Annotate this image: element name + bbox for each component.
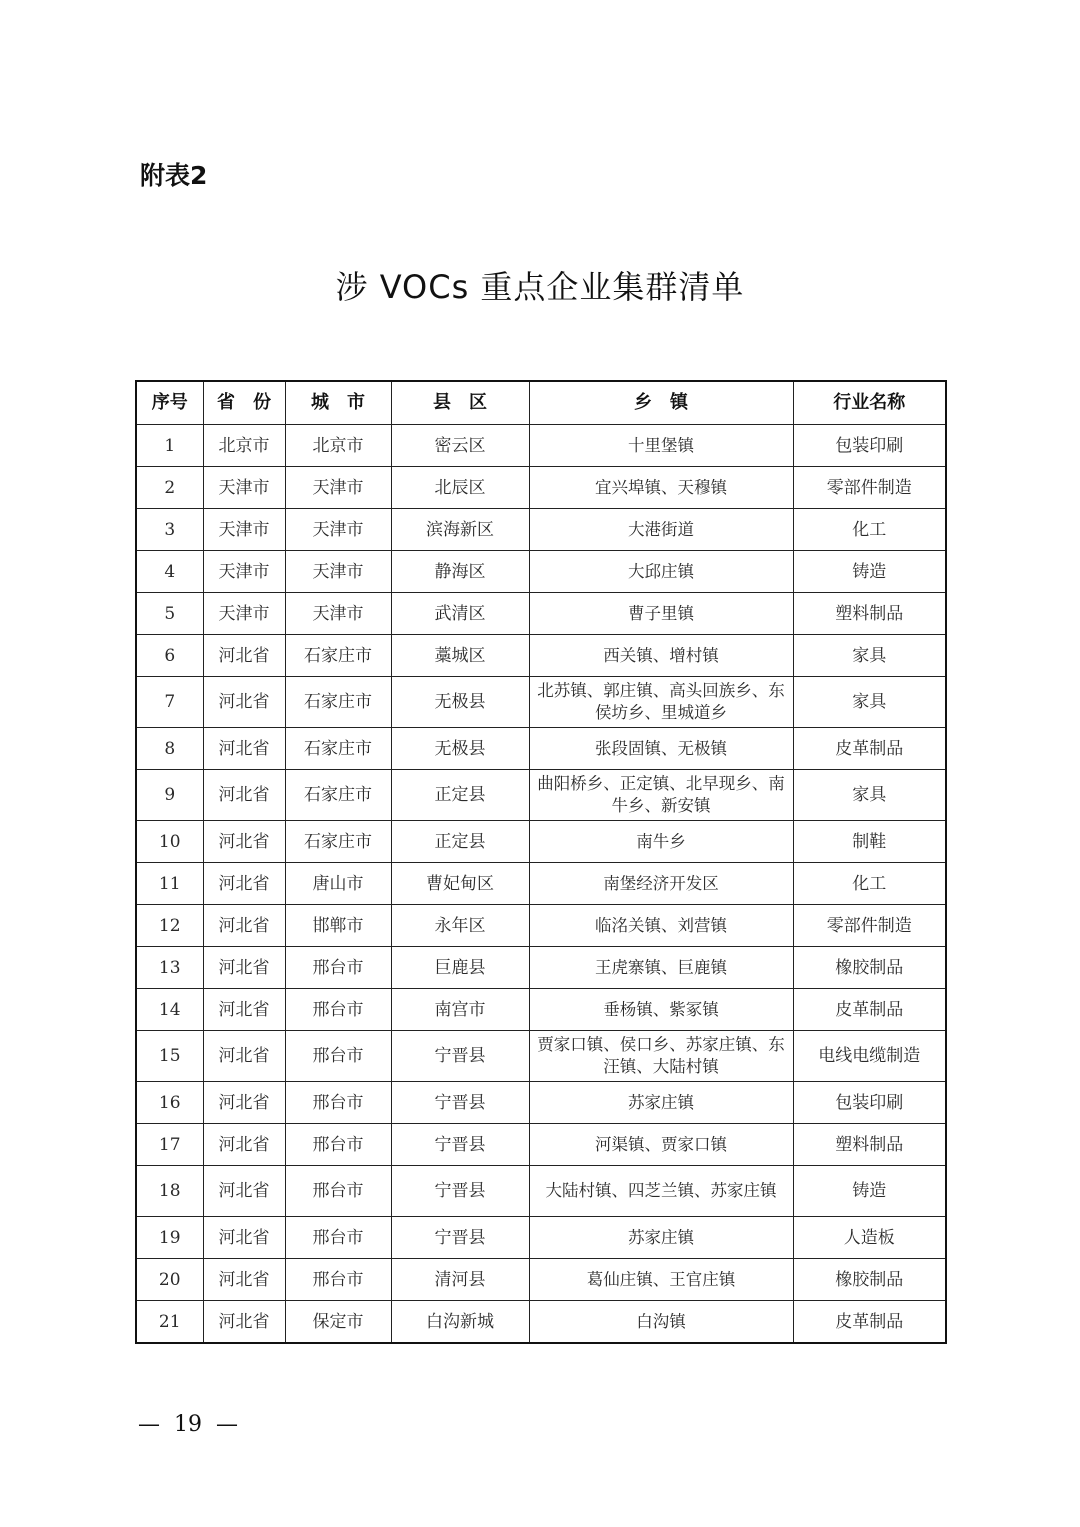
cell-industry: 皮革制品 (793, 989, 946, 1031)
cell-industry: 橡胶制品 (793, 947, 946, 989)
cell-province: 河北省 (203, 1031, 285, 1082)
cell-province: 河北省 (203, 863, 285, 905)
cell-industry: 人造板 (793, 1217, 946, 1259)
table-row (136, 989, 946, 1031)
cell-province: 河北省 (203, 821, 285, 863)
cell-towns: 大邱庄镇 (529, 551, 793, 593)
cell-city: 邢台市 (285, 1124, 391, 1166)
cell-serial-no: 10 (136, 821, 203, 863)
cell-county: 静海区 (391, 551, 529, 593)
cell-city: 邢台市 (285, 1217, 391, 1259)
cell-county: 宁晋县 (391, 1082, 529, 1124)
cell-towns: 西关镇、增村镇 (529, 635, 793, 677)
cell-city: 邢台市 (285, 947, 391, 989)
cell-city: 石家庄市 (285, 728, 391, 770)
cell-county: 永年区 (391, 905, 529, 947)
cell-serial-no: 15 (136, 1031, 203, 1082)
cell-city: 天津市 (285, 551, 391, 593)
cell-towns: 大陆村镇、四芝兰镇、苏家庄镇 (529, 1166, 793, 1217)
cell-serial-no: 5 (136, 593, 203, 635)
cell-towns: 白沟镇 (529, 1301, 793, 1344)
cell-city: 石家庄市 (285, 821, 391, 863)
cell-towns: 王虎寨镇、巨鹿镇 (529, 947, 793, 989)
cell-serial-no: 4 (136, 551, 203, 593)
cell-county: 北辰区 (391, 467, 529, 509)
cell-county: 正定县 (391, 821, 529, 863)
cell-city: 邯郸市 (285, 905, 391, 947)
cell-county: 密云区 (391, 425, 529, 467)
header-province: 省 份 (203, 381, 285, 425)
cell-province: 河北省 (203, 677, 285, 728)
cell-serial-no: 9 (136, 770, 203, 821)
cell-towns: 南堡经济开发区 (529, 863, 793, 905)
cell-serial-no: 13 (136, 947, 203, 989)
table-row (136, 1082, 946, 1124)
cell-serial-no: 1 (136, 425, 203, 467)
table-row (136, 863, 946, 905)
cell-province: 天津市 (203, 593, 285, 635)
cell-towns: 张段固镇、无极镇 (529, 728, 793, 770)
cell-serial-no: 6 (136, 635, 203, 677)
cell-towns: 葛仙庄镇、王官庄镇 (529, 1259, 793, 1301)
cell-province: 河北省 (203, 770, 285, 821)
header-industry: 行业名称 (793, 381, 946, 425)
cell-city: 邢台市 (285, 1031, 391, 1082)
cell-county: 无极县 (391, 677, 529, 728)
table-row (136, 593, 946, 635)
cell-industry: 家具 (793, 770, 946, 821)
cell-industry: 皮革制品 (793, 728, 946, 770)
cell-county: 清河县 (391, 1259, 529, 1301)
cell-county: 宁晋县 (391, 1031, 529, 1082)
cell-industry: 皮革制品 (793, 1301, 946, 1344)
cell-towns: 南牛乡 (529, 821, 793, 863)
cell-province: 天津市 (203, 551, 285, 593)
cell-serial-no: 21 (136, 1301, 203, 1344)
table-row (136, 905, 946, 947)
cell-serial-no: 18 (136, 1166, 203, 1217)
cell-serial-no: 8 (136, 728, 203, 770)
cell-towns: 苏家庄镇 (529, 1217, 793, 1259)
cell-industry: 塑料制品 (793, 1124, 946, 1166)
table-row (136, 1217, 946, 1259)
header-serial-no: 序号 (136, 381, 203, 425)
cell-county: 无极县 (391, 728, 529, 770)
cell-industry: 包装印刷 (793, 425, 946, 467)
cell-serial-no: 3 (136, 509, 203, 551)
cell-towns: 十里堡镇 (529, 425, 793, 467)
cell-towns: 大港街道 (529, 509, 793, 551)
cell-serial-no: 2 (136, 467, 203, 509)
table-row (136, 1301, 946, 1344)
table-row (136, 1166, 946, 1217)
cell-towns: 临洺关镇、刘营镇 (529, 905, 793, 947)
cell-towns: 宜兴埠镇、天穆镇 (529, 467, 793, 509)
table-row (136, 551, 946, 593)
table-row (136, 509, 946, 551)
cell-county: 滨海新区 (391, 509, 529, 551)
cell-province: 天津市 (203, 509, 285, 551)
table-row (136, 728, 946, 770)
cell-towns: 贾家口镇、侯口乡、苏家庄镇、东汪镇、大陆村镇 (529, 1031, 793, 1082)
table-row (136, 677, 946, 728)
cell-city: 邢台市 (285, 1259, 391, 1301)
cell-county: 正定县 (391, 770, 529, 821)
cell-serial-no: 19 (136, 1217, 203, 1259)
cell-county: 武清区 (391, 593, 529, 635)
table-row (136, 770, 946, 821)
cell-province: 河北省 (203, 1301, 285, 1344)
cell-province: 河北省 (203, 947, 285, 989)
header-county: 县 区 (391, 381, 529, 425)
cell-province: 河北省 (203, 1082, 285, 1124)
cell-industry: 家具 (793, 635, 946, 677)
cell-province: 天津市 (203, 467, 285, 509)
enterprise-cluster-table (135, 380, 947, 1344)
cell-county: 宁晋县 (391, 1166, 529, 1217)
page-number: — 19 — (138, 1412, 238, 1437)
table-row (136, 1259, 946, 1301)
cell-towns: 曹子里镇 (529, 593, 793, 635)
cell-county: 南宫市 (391, 989, 529, 1031)
cell-city: 天津市 (285, 509, 391, 551)
document-title: 涉 VOCs 重点企业集群清单 (335, 268, 745, 306)
cell-province: 河北省 (203, 1124, 285, 1166)
cell-towns: 北苏镇、郭庄镇、高头回族乡、东侯坊乡、里城道乡 (529, 677, 793, 728)
cell-city: 唐山市 (285, 863, 391, 905)
table-row (136, 635, 946, 677)
cell-province: 河北省 (203, 1259, 285, 1301)
cell-serial-no: 20 (136, 1259, 203, 1301)
cell-city: 石家庄市 (285, 677, 391, 728)
cell-industry: 塑料制品 (793, 593, 946, 635)
cell-serial-no: 17 (136, 1124, 203, 1166)
cell-serial-no: 11 (136, 863, 203, 905)
cell-industry: 化工 (793, 509, 946, 551)
cell-county: 巨鹿县 (391, 947, 529, 989)
cell-city: 天津市 (285, 593, 391, 635)
table-row (136, 425, 946, 467)
header-city: 城 市 (285, 381, 391, 425)
cell-province: 河北省 (203, 1166, 285, 1217)
cell-province: 河北省 (203, 635, 285, 677)
header-towns: 乡 镇 (529, 381, 793, 425)
cell-city: 北京市 (285, 425, 391, 467)
cell-industry: 家具 (793, 677, 946, 728)
cell-city: 邢台市 (285, 1166, 391, 1217)
table-row (136, 1031, 946, 1082)
cell-province: 北京市 (203, 425, 285, 467)
cell-serial-no: 12 (136, 905, 203, 947)
cell-towns: 曲阳桥乡、正定镇、北早现乡、南牛乡、新安镇 (529, 770, 793, 821)
cell-industry: 零部件制造 (793, 467, 946, 509)
cell-city: 邢台市 (285, 989, 391, 1031)
cell-city: 邢台市 (285, 1082, 391, 1124)
cell-industry: 橡胶制品 (793, 1259, 946, 1301)
cell-county: 藁城区 (391, 635, 529, 677)
cell-province: 河北省 (203, 1217, 285, 1259)
table-body (136, 425, 946, 1344)
cell-county: 曹妃甸区 (391, 863, 529, 905)
cell-towns: 河渠镇、贾家口镇 (529, 1124, 793, 1166)
cell-industry: 铸造 (793, 551, 946, 593)
table-row (136, 947, 946, 989)
table-row (136, 467, 946, 509)
cell-industry: 化工 (793, 863, 946, 905)
cell-serial-no: 16 (136, 1082, 203, 1124)
cell-city: 石家庄市 (285, 770, 391, 821)
cell-serial-no: 14 (136, 989, 203, 1031)
cell-city: 保定市 (285, 1301, 391, 1344)
table-row (136, 821, 946, 863)
cell-industry: 制鞋 (793, 821, 946, 863)
appendix-label: 附表2 (140, 161, 208, 190)
cell-county: 宁晋县 (391, 1217, 529, 1259)
cell-city: 石家庄市 (285, 635, 391, 677)
table-row (136, 1124, 946, 1166)
cell-towns: 苏家庄镇 (529, 1082, 793, 1124)
cell-province: 河北省 (203, 989, 285, 1031)
cell-towns: 垂杨镇、紫冢镇 (529, 989, 793, 1031)
cell-industry: 包装印刷 (793, 1082, 946, 1124)
cell-industry: 电线电缆制造 (793, 1031, 946, 1082)
cell-industry: 铸造 (793, 1166, 946, 1217)
cell-province: 河北省 (203, 728, 285, 770)
cell-province: 河北省 (203, 905, 285, 947)
table-header-row (136, 381, 946, 425)
cell-serial-no: 7 (136, 677, 203, 728)
cell-county: 宁晋县 (391, 1124, 529, 1166)
cell-county: 白沟新城 (391, 1301, 529, 1344)
cell-city: 天津市 (285, 467, 391, 509)
cell-industry: 零部件制造 (793, 905, 946, 947)
